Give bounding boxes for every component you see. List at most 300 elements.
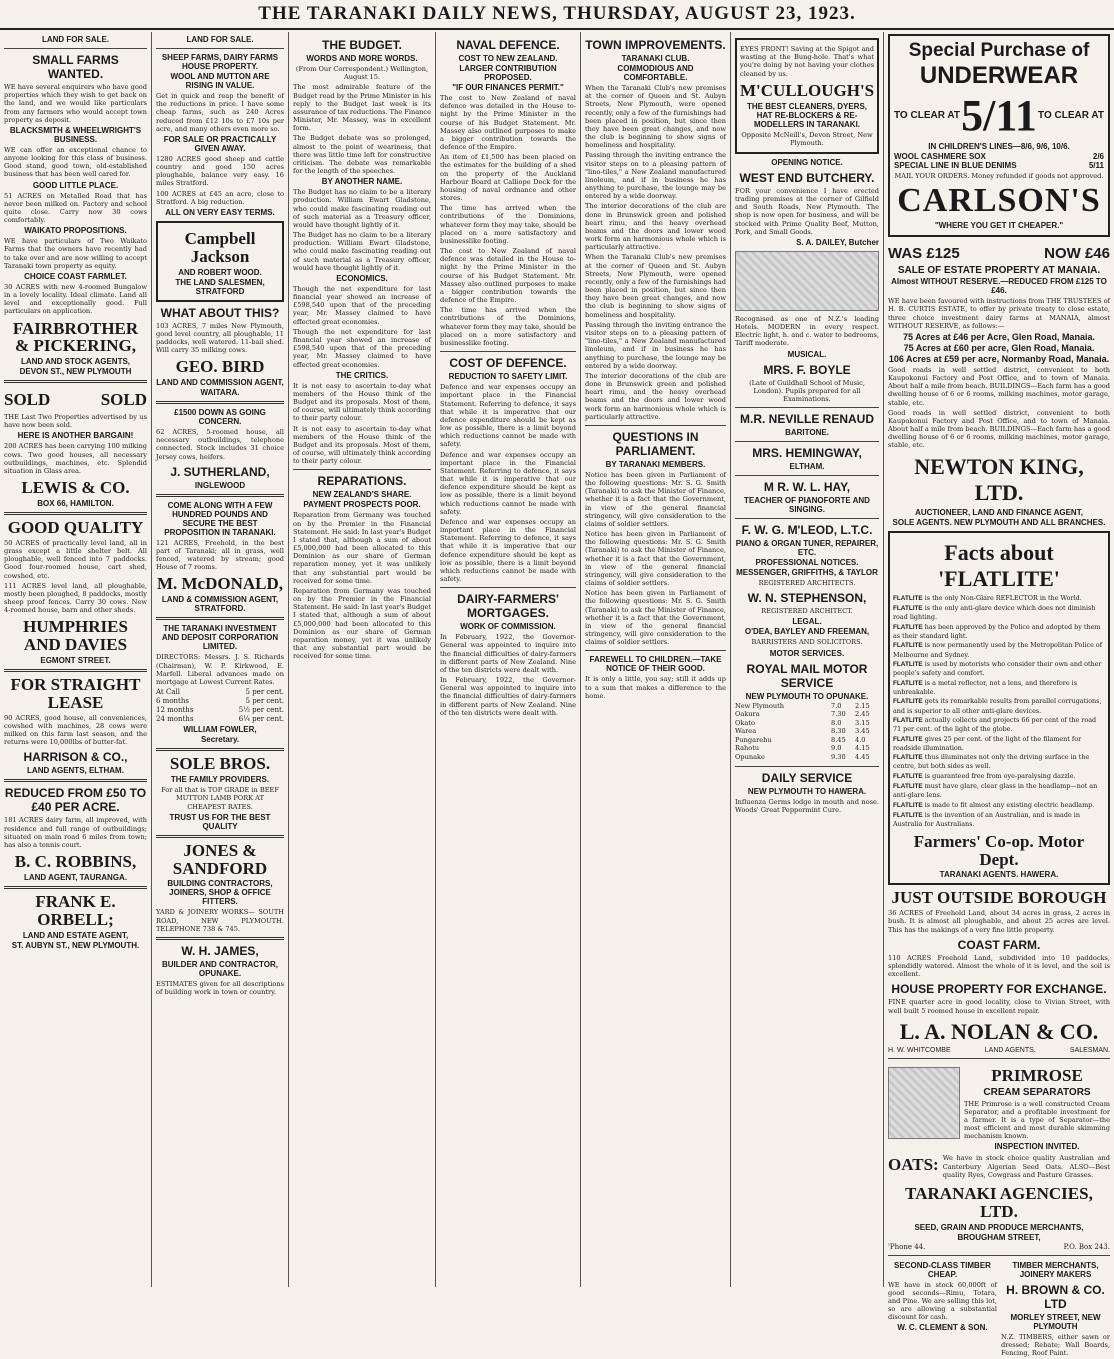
firm-subtitle: LAND AGENTS, ELTHAM. (27, 766, 124, 776)
hotel-illustration (735, 251, 879, 311)
divider (156, 617, 284, 620)
firm-name: WILLIAM FOWLER, (183, 725, 257, 735)
article-subheading: COMMODIOUS AND COMFORTABLE. (617, 64, 694, 82)
ad-heading: SHEEP FARMS, DAIRY FARMS HOUSE PROPERTY. (161, 53, 279, 71)
flatlite-word: FLATLITE (893, 679, 923, 687)
flatlite-fact (893, 735, 1105, 753)
divider (735, 441, 879, 442)
firm-subtitle: BUILDING CONTRACTORS, JOINERS, SHOP & OFFICE FITTERS. (167, 879, 273, 907)
section-label: MUSICAL. (787, 349, 827, 359)
timber-heading: SECOND-CLASS TIMBER CHEAP. (894, 1260, 991, 1279)
article-text: When the Taranaki Club's new premises at the corner of Queen and St. Aubyn Streets, New Plymouth, were opened recently, only a few of the furnishings had been placed in position, but since then they have been great changes, and now the club is beginning to show signs of homeliness and hospitality. (585, 253, 726, 319)
taranaki-address: BROUGHAM STREET, (957, 1232, 1041, 1242)
ad-text: 121 ACRES, Freehold, in the best part of Taranaki; all in grass, well fenced, watered by stream; good House of 7 rooms. (156, 538, 284, 572)
article-text: In February, 1922, the Governor-General was appointed to inquire into the financial difficulties of dairy-farmers in different parts of New Zealand. Nine of the ten districts were dealt with. (440, 676, 576, 717)
rate-value: 5½ per cent. (238, 706, 284, 715)
oats-label: OATS: (888, 1155, 939, 1175)
item-label: SPECIAL LINE IN BLUE DENIMS (894, 161, 1017, 170)
divider (4, 48, 147, 49)
firm-name: W. H. JAMES, (181, 943, 259, 958)
ad-text: Good roads in well settled district, convenient to both Kaupokonui Factory and Post Office, and to town of Manaia. About half a mile from beach. BUILDINGS—Each farm has a good dwelling house of 6 or 6 rooms, milking machines, motor garage, stable, etc. (888, 408, 1110, 450)
article-subheading: NEW ZEALAND'S SHARE. (312, 490, 412, 500)
taranaki-agencies: TARANAKI AGENCIES, LTD. (905, 1183, 1093, 1221)
divider (293, 469, 431, 470)
article-text: Defence and war expenses occupy an important place in the Financial Statement. Referring to defence, it says that while it is imperative that our defence expenditure should be kept as low as possible, there is a limit beyond which reductions cannot be made with safety. (440, 383, 576, 449)
timetable-time: 2.15 (855, 701, 870, 710)
timetable-time: 8.45 (831, 735, 846, 744)
contact-row (888, 1243, 1110, 1251)
firm-subtitle: THE FAMILY PROVIDERS. (170, 775, 270, 785)
ad-text: ALL ON VERY EASY TERMS. (165, 207, 275, 217)
rates-table (156, 688, 284, 724)
timetable-time: 8.30 (831, 727, 846, 736)
ad-text: FINE quarter acre in good locality, close to Vivian Street, with well built 5 roomed house in excellent repair. (888, 998, 1110, 1015)
divider (888, 1255, 1110, 1256)
firm-subtitle: (Late of Guildhall School of Music, London). Pupils prepared for all Examinations. (749, 378, 865, 403)
divider (585, 650, 726, 651)
firm-subtitle: TEACHER OF PIANOFORTE AND SINGING. (744, 496, 870, 515)
farm-line: 75 Acres at £46 per Acre, Glen Road, Manaia. (903, 331, 1095, 342)
timetable-time: 4.0 (855, 735, 866, 744)
timber-ads (888, 1260, 1110, 1359)
flatlite-fact (893, 660, 1105, 678)
flatlite-fact-text: is used by motorists who consider their own and other people's safety and comfort. (893, 659, 1102, 678)
was-price: WAS £125 (888, 245, 960, 263)
divider (735, 475, 879, 476)
ad-text: 103 ACRES, 7 miles New Plymouth, good level country, all ploughable, 11 paddocks, well watered. 11-bail shed. Will carry 35 milking cows. (156, 321, 284, 355)
flatlite-fact-text: gives 25 per cent. of the light of the filament for roadside illumination. (893, 734, 1082, 752)
timetable-row (735, 702, 879, 711)
column-4 (436, 32, 581, 1287)
firm-name: J. SUTHERLAND, (170, 464, 270, 479)
sold-left: SOLD (4, 390, 51, 410)
divider (735, 407, 879, 408)
column-2 (152, 32, 289, 1287)
ad-text: 30 ACRES with new 4-roomed Bungalow in a lovely locality. Ideal climate. Land all level and exceptionally good. Full particulars on application. (4, 282, 147, 316)
firm-name: M. McDONALD, (156, 574, 284, 594)
divider (585, 425, 726, 426)
ad-text: 181 ACRES dairy farm, all improved, with residence and full range of outbuildings; situated on main road 6 miles from town; has also a tennis court. (4, 816, 147, 849)
flatlite-fact (893, 679, 1105, 697)
timetable-time: 7.0 (831, 701, 842, 710)
now-price: NOW £46 (1044, 245, 1110, 263)
article-text: The cost to New Zealand of naval defence was detailed in the House to-night by the Prime Minister in the course of his Budget Statement. Mr. Massey also outlined purposes to make a bigger contribution towards the defence of the Empire. (440, 247, 576, 305)
firm-subtitle: LAND AND STOCK AGENTS, (20, 357, 131, 367)
firm-subtitle: LAND AND COMMISSION AGENT, (156, 378, 284, 388)
ad-heading: COAST FARM. (957, 937, 1041, 952)
firm-subtitle: ELTHAM. (789, 462, 825, 472)
mail-orders: MAIL YOUR ORDERS. Money refunded if goods not approved. (894, 172, 1104, 180)
ad-text: WE have in stock 60,000ft of good seconds—Rimu, Totara, and Pine. We are selling this lot, so are allowing a substantial discount for cash. (888, 1280, 997, 1322)
firm-name: MRS. HEMINGWAY, (752, 446, 862, 461)
ad-text: WE have been favoured with instructions from THE TRUSTEES of H. B. CURTIS ESTATE, to offer by private treaty to close estate, three choice investment dairy farms at MANAIA, almost WITHOUT RESERVE, as follows:— (888, 297, 1110, 330)
firm-name: B. C. ROBBINS, (14, 852, 137, 872)
timetable-time: 2.45 (855, 710, 870, 719)
carlsons-tagline: "WHERE YOU GET IT CHEAPER." (934, 221, 1064, 231)
divider (4, 886, 147, 889)
newton-king-name: NEWTON KING, LTD. (914, 453, 1084, 505)
flatlite-word: FLATLITE (893, 698, 923, 706)
ad-heading: HOUSE PROPERTY FOR EXCHANGE. (891, 982, 1107, 997)
firm-subtitle: LAND AGENT, TAURANGA. (23, 873, 128, 882)
article-subheading: BY ANOTHER NAME. (321, 177, 403, 187)
firm-name: ROYAL MAIL MOTOR SERVICE (746, 661, 868, 690)
firm-name: W. N. STEPHENSON, (747, 591, 867, 606)
ad-heading: HERE IS ANOTHER BARGAIN! (17, 431, 134, 441)
divider (156, 401, 284, 404)
divider (156, 937, 284, 940)
firm-name: HUMPHRIES AND DAVIES (23, 617, 128, 655)
article-text: The Budget has no claim to be a literary production. William Ewart Gladstone, who could make fascinating reading out of such material as a Treasury officer, would have thought lightly of it. (293, 188, 431, 229)
flatlite-word: FLATLITE (893, 604, 923, 612)
carlsons-logo: CARLSON'S (897, 182, 1101, 220)
flatlite-fact-text: is made to fit almost any existing electric headlamp. (924, 800, 1095, 809)
rate-value: 5 per cent. (245, 697, 284, 706)
underwear-title-top: Special Purchase of (908, 40, 1090, 61)
flatlite-fact (893, 716, 1105, 734)
farm-line: 75 Acres at £60 per acre, Glen Road, Manaia. (903, 342, 1095, 353)
article-text: Defence and war expenses occupy an important place in the Financial Statement. Referring to defence, it says that while it is imperative that our defence expenditure should be kept as low as possible, there is a limit beyond which reductions cannot be made with safety. (440, 450, 576, 516)
timber-left (888, 1260, 997, 1359)
ad-text: Recognised as one of N.Z.'s leading Hotels. MODERN in every respect. Electric light, h. and c. water to bedrooms, Tariff moderate. (735, 314, 879, 348)
article-text: The time has arrived when the contributions of the Dominions, whatever form they may take, should be placed on a more satisfactory and businesslike footing. (440, 204, 576, 245)
ad-heading: WHAT ABOUT THIS? (160, 305, 280, 320)
timetable-row (735, 710, 879, 719)
ad-heading: FOR STRAIGHT LEASE (10, 675, 141, 712)
article-subheading: BY TARANAKI MEMBERS. (605, 459, 706, 469)
nolan-right: SALESMAN. (1069, 1046, 1110, 1054)
ad-text: For all that is TOP GRADE in BEEF MUTTON LAMB PORK AT CHEAPEST RATES. (161, 786, 279, 811)
firm-address: THE LAND SALESMEN, STRATFORD (175, 277, 265, 296)
article-text: Notice has been given in Parliament of the following questions: Mr. S. G. Smith (Taranaki) to ask the Minister of Finance, whether it is a fact that the Government, in view of the general financial stringency, will give consideration to the claims of soldier settlers. (585, 589, 726, 647)
article-text: In February, 1922, the Governor-General was appointed to inquire into the financial difficulties of dairy-farmers in different parts of New Zealand. Nine of the ten districts were dealt with. (440, 633, 576, 674)
timetable-time: 4.15 (855, 744, 870, 753)
article-text: Reparation from Germany was touched on by the Premier in the Financial Statement. He said: In last year's Budget I stated that, although a sum of about £5,000,000 had been allocated to this Dominion as our share of German reparation money, yet it was unlikely that any substantial part would be received for some time. (293, 511, 431, 585)
flatlite-word: FLATLITE (893, 812, 923, 820)
divider (4, 779, 147, 782)
ad-text: WE have several enquirers who have good properties which they wish to get back on the land, and we would like particulars from any farmers who would accept town property as deposit. (4, 83, 147, 124)
article-text: The most admirable feature of the Budget read by the Prime Minister in his reply to the Budget last week is its assurance of tax reductions. The Finance Minister, Mr. Massey, was in excellent form. (293, 83, 431, 133)
rate-row (156, 688, 284, 697)
firm-name: M.R. NEVILLE RENAUD (739, 412, 874, 427)
divider (156, 494, 284, 497)
timetable-time: 9.0 (831, 744, 842, 753)
underwear-children-line: IN CHILDREN'S LINES—8/6, 9/6, 10/6. (928, 142, 1070, 151)
ad-heading: SMALL FARMS WANTED. (32, 53, 119, 81)
flatlite-title: Facts about 'FLATLITE' (938, 539, 1060, 591)
rate-value: 6¼ per cent. (238, 715, 284, 724)
ad-text: WE can offer an exceptional chance to anyone looking for this class of business. Good stand, good town, old-established business that has been well cared for. (4, 145, 147, 179)
article-text: The Budget has no claim to be a literary production. William Ewart Gladstone, who could make fascinating reading out of such material as a Treasury officer, would have thought lightly of it. (293, 231, 431, 272)
ad-text: 90 ACRES, good house, all conveniences, cowshed with machines, 28 cows were milked on this farm last season, and the returns were 10,000lbs of butter-fat. (4, 713, 147, 747)
firm-subtitle: LAND & COMMISSION AGENT, STRATFORD. (161, 595, 279, 614)
timetable-time: 3.45 (855, 727, 870, 736)
article-subheading: WORK OF COMMISSION. (460, 622, 556, 632)
firm-name: DAILY SERVICE (761, 770, 853, 785)
article-heading: NAVAL DEFENCE. (456, 38, 560, 52)
article-heading: QUESTIONS IN PARLIAMENT. (612, 429, 699, 458)
ad-heading: CHOICE COAST FARMLET. (24, 271, 127, 281)
firm-name: HARRISON & CO., (23, 750, 128, 765)
rate-term: At Call (156, 688, 180, 697)
firm-subtitle: BARITONE. (785, 428, 829, 438)
divider (4, 512, 147, 515)
ad-text: THE Last Two Properties advertised by us have now been sold. (4, 413, 147, 430)
timetable-place: Rahotu (735, 744, 760, 753)
item-price: 5/11 (1088, 161, 1104, 170)
rate-value: 5 per cent. (245, 688, 284, 697)
ad-text: 62 ACRES, 5-roomed house, all necessary outbuildings, telephone connected. Stock includes 31 choice Jersey cows, heifers. (156, 428, 284, 461)
flatlite-fact (893, 801, 1105, 810)
flatlite-list (893, 594, 1105, 829)
flatlite-fact (893, 623, 1105, 641)
flatlite-word: FLATLITE (893, 716, 923, 724)
divider (156, 48, 284, 49)
firm-subtitle: NEW PLYMOUTH TO HAWERA. (747, 786, 867, 796)
underwear-price: 5/11 (961, 91, 1037, 140)
ad-text: EYES FRONT! Saving at the Spigot and wasting at the Bung-hole. That's what you're doing by not having your clothes cleaned by us. (740, 45, 874, 78)
po-box: P.O. Box 243. (1063, 1242, 1110, 1251)
firm-name: SOLE BROS. (169, 754, 271, 774)
ad-heading: THE TARANAKI INVESTMENT AND DEPOSIT CORPORATION LIMITED. (161, 624, 279, 652)
firm-name: MRS. F. BOYLE (763, 362, 851, 377)
was-now-row (888, 241, 1110, 264)
firm-name: FAIRBROTHER & PICKERING, (12, 318, 139, 356)
timetable-place: New Plymouth (735, 701, 785, 710)
article-heading: COST OF DEFENCE. (449, 356, 567, 371)
firm-address: ST. AUBYN ST., NEW PLYMOUTH. (11, 940, 140, 950)
article-text: The cost to New Zealand of naval defence was detailed in the House to-night by the Prime Minister in the course of his Budget Statement. Mr. Massey also outlined purposes to make a bigger contribution towards the defence of the Empire. (440, 94, 576, 152)
primrose-ad (888, 1063, 1110, 1153)
firm-subtitle: LAND AND ESTATE AGENT, (22, 930, 129, 940)
timetable-row (735, 744, 879, 753)
timetable-place: Opunake (735, 753, 765, 761)
underwear-title: UNDERWEAR (919, 62, 1079, 89)
brown-name: H. BROWN & CO. LTD (1006, 1282, 1105, 1311)
flatlite-word: FLATLITE (893, 772, 923, 780)
timetable-time: 8.0 (831, 718, 842, 727)
flatlite-fact (893, 772, 1105, 781)
flatlite-word: FLATLITE (893, 642, 923, 650)
ad-text: 111 ACRES level land, all ploughable, mostly been ploughed, 8 paddocks, mostly sheep proof fences. Carry 30 cows. New 4-roomed house, barn and other sheds. (4, 581, 147, 615)
article-heading: THE BUDGET. (321, 38, 402, 52)
oats-row (888, 1152, 1110, 1181)
article-subheading: THE CRITICS. (335, 370, 389, 380)
timetable-row (735, 727, 879, 736)
flatlite-fact-text: is guaranteed free from eye-paralysing dazzle. (924, 771, 1076, 780)
ad-heading: GOOD QUALITY (7, 518, 144, 538)
divider (735, 518, 879, 519)
item-price: 2/6 (1092, 152, 1104, 161)
firm-address: WAITARA. (200, 388, 240, 398)
flatlite-word: FLATLITE (893, 754, 923, 762)
article-text: Notice has been given in Parliament of the following questions: Mr. S. G. Smith (Taranaki) to ask the Minister of Finance, whether it is a fact that the Government, in view of the general financial stringency, will give consideration to the claims of soldier settlers. (585, 470, 726, 528)
timetable-place: Warea (735, 727, 757, 736)
article-text: The Budget debate was so prolonged, almost to the point of weariness, that there was little time left for constructive criticism. The debate was remarkable for the length of the speeches. (293, 134, 431, 176)
firm-name: MESSENGER, GRIFFITHS, & TAYLOR (736, 568, 878, 578)
flatlite-word: FLATLITE (893, 594, 923, 602)
flatlite-fact-text: is the only Non-Glare REFLECTOR in the World. (924, 593, 1082, 602)
firm-name: M R. W. L. HAY, (763, 480, 851, 495)
divider (440, 351, 576, 352)
taranaki-subtitle: SEED, GRAIN AND PRODUCE MERCHANTS, (914, 1222, 1084, 1232)
article-subheading: WORDS AND MORE WORDS. (306, 54, 418, 63)
flatlite-fact-text: is now permanently used by the Metropolitan Police of Melbourne and Sydney. (893, 641, 1103, 659)
nolan-row (888, 1047, 1110, 1054)
article-subheading: FAREWELL TO CHILDREN.—TAKE NOTICE OF THEIR GOOD. (589, 655, 722, 674)
flatlite-fact-text: gets its remarkable results from parallel corrugations, and is superior to all other anti-glare devices. (893, 697, 1102, 715)
ad-box (156, 221, 284, 302)
ad-heading: WAIKATO PROPOSITIONS. (24, 226, 127, 236)
flatlite-fact (893, 782, 1105, 800)
flatlite-ad (888, 531, 1110, 886)
sold-banner (4, 387, 147, 411)
rate-row (156, 697, 284, 706)
rate-term: 6 months (156, 697, 189, 706)
article-heading: REPARATIONS. (317, 474, 407, 489)
phone: 'Phone 44. (888, 1242, 926, 1251)
article-subheading: ECONOMICS. (336, 273, 388, 283)
brown-subtitle: MORLEY STREET, NEW PLYMOUTH (1010, 1312, 1101, 1331)
flatlite-fact-text: actually collects and projects 66 per cent of the road 71 per cent. of the light of the globe. (893, 715, 1097, 734)
ad-heading: WOOL AND MUTTON ARE RISING IN VALUE. (170, 72, 270, 90)
ad-heading: REDUCED FROM £50 TO £40 PER ACRE. (4, 786, 147, 815)
section-label: PROFESSIONAL NOTICES. (755, 558, 859, 568)
underwear-price-row (894, 90, 1104, 141)
flatlite-fact (893, 753, 1105, 771)
article-subheading: "IF OUR FINANCES PERMIT." (452, 83, 564, 92)
ad-text: 100 ACRES at £45 an acre, close to Stratford. A big reduction. (156, 189, 284, 206)
firm-subtitle: BUILDER AND CONTRACTOR, OPUNAKE. (162, 959, 278, 978)
farmers-coop-sub: TARANAKI AGENTS. HAWERA. (939, 870, 1059, 880)
nolan-left: H. W. WHITCOMBE (888, 1046, 951, 1054)
to-clear-left: TO CLEAR AT (894, 110, 960, 121)
rate-term: 12 months (156, 706, 194, 715)
article-subheading: PAYMENT PROSPECTS POOR. (303, 500, 421, 510)
article-text: The interior decorations of the club are done in Brunswick green and polished heart rimu, and the heavy overhead beams and the doors and lower wood work form an harmonious whole which is particularly attractive. (585, 202, 726, 252)
firm-subtitle: BOX 66, HAMILTON. (37, 499, 114, 509)
primrose-subtitle: CREAM SEPARATORS (983, 1086, 1091, 1098)
rate-row (156, 706, 284, 715)
flatlite-word: FLATLITE (893, 801, 923, 809)
article-subheading: COST TO NEW ZEALAND. (458, 54, 558, 63)
timetable-row (735, 719, 879, 728)
column-3 (289, 32, 436, 1287)
section-label: MOTOR SERVICES. (769, 648, 845, 658)
timetable-place: Okato (735, 718, 755, 727)
farmers-coop: Farmers' Co-op. Motor Dept. (913, 831, 1085, 869)
ad-text: YARD & JOINERY WORKS— SOUTH ROAD, NEW PLYMOUTH. TELEPHONE 738 & 745. (156, 908, 284, 933)
article-text: The time has arrived when the contributions of the Dominions, whatever form they may take, should be placed on a more satisfactory and businesslike footing. (440, 306, 576, 347)
ad-heading: £1500 DOWN AS GOING CONCERN. (174, 408, 266, 427)
flatlite-fact (893, 697, 1105, 715)
masthead: THE TARANAKI DAILY NEWS, THURSDAY, AUGUST 23, 1923. (0, 0, 1114, 30)
to-clear-right: TO CLEAR AT (1038, 110, 1104, 121)
divider (440, 587, 576, 588)
firm-subtitle: EGMONT STREET. (40, 656, 111, 666)
firm-subtitle: REGISTERED ARCHITECTS. (758, 579, 856, 588)
ad-text: Get in quick and reap the benefit of the reductions in price. I have some cheap farms, such as 240 Acres reduced from £12 10s to £7 10s per acre, and many others even more so. (156, 92, 284, 133)
ad-text: 110 ACRES Freehold Land, subdivided into 10 paddocks, splendidly watered. Almost the whole of it is level, and the soil is excellent. (888, 953, 1110, 979)
price-line (894, 161, 1104, 170)
flatlite-fact-text: has been approved by the Police and adopted by them as their standard light. (893, 622, 1101, 640)
firm-subtitle: AND ROBERT WOOD. (178, 267, 262, 277)
flatlite-fact-text: is the only anti-glare device which does not diminish road lighting. (893, 603, 1096, 622)
article-text: Notice has been given in Parliament of the following questions: Mr. S. G. Smith (Taranaki) to ask the Minister of Finance, whether it is a fact that the Government, in view of the general financial stringency, will give consideration to the claims of soldier settlers. (585, 530, 726, 588)
timetable-place: Pungarehu (735, 735, 772, 744)
flatlite-word: FLATLITE (893, 735, 923, 743)
ad-heading: WEST END BUTCHERY. (739, 170, 875, 185)
clement-name: W. C. CLEMENT & SON. (897, 1323, 988, 1333)
ad-heading: COME ALONG WITH A FEW HUNDRED POUNDS AND SECURE THE BEST PROPOSITION IN TARANAKI. (164, 500, 276, 537)
ad-text: 50 ACRES of practically level land, all in grass except a little shelter belt. All ploughable, well fenced into 7 paddocks. Good four-roomed house, cart shed, cowshed, etc. (4, 538, 147, 580)
flatlite-fact-text: thus illuminates not only the driving surface in the centre, but both sides as well. (893, 753, 1090, 771)
timber-right (1001, 1260, 1110, 1359)
flatlite-fact-text: must have glare, clear glass in the headlamp—not an anti-glare lens. (893, 782, 1098, 800)
flatlite-word: FLATLITE (893, 660, 923, 668)
article-text: It is not easy to ascertain to-day what members of the House think of the Budget and its proposals. Most of them, of course, will ultimately think according to their party colour. (293, 381, 431, 423)
ad-text: 51 ACRES on Metalled Road that has never been milked on. Factory and school quite close. Carry now 30 cows comfortably. (4, 191, 147, 225)
firm-name: M'CULLOUGH'S (740, 80, 875, 100)
timetable-time: 3.15 (855, 718, 870, 727)
ad-text: FOR your convenience I have erected trading premises at the corner of Gilfield and South Roads, New Plymouth. The shop is now open for business, and will be stocked with Prime Quality Beef, Mutton, Pork, and Small Goods. (735, 186, 879, 236)
firm-name: FRANK E. ORBELL; (35, 892, 116, 929)
flatlite-word: FLATLITE (893, 783, 923, 791)
ad-text: THE Primrose is a well constructed Cream Separator, and a profitable investment for a farmer. It is a type of Separator—the most efficient and most durable skimming mechanism known. (964, 1099, 1110, 1141)
article-text: It is only a little, you say; still it adds up to a sum that makes a difference to the home. (585, 675, 726, 700)
ad-text: ESTIMATES given for all descriptions of building work in town or country. (156, 979, 284, 997)
section-label: LAND FOR SALE. (41, 35, 110, 44)
firm-address: DEVON ST., NEW PLYMOUTH (19, 367, 132, 377)
firm-subtitle: THE BEST CLEANERS, DYERS, HAT RE-BLOCKERS & RE-MODELLERS IN TARANAKI. (746, 101, 867, 129)
newton-king-agents: SOLE AGENTS. NEW PLYMOUTH AND ALL BRANCHES. (892, 517, 1106, 527)
firm-subtitle: INGLEWOOD (194, 480, 246, 490)
flatlite-fact-text: is a metal reflector, not a lens, and therefore is unbreakable. (893, 678, 1077, 696)
firm-subtitle: Secretary. (200, 735, 240, 745)
newton-king-subtitle: AUCTIONEER, LAND AND FINANCE AGENT, (915, 507, 1083, 517)
section-label: LAND FOR SALE. (186, 35, 254, 44)
item-label: WOOL CASHMERE SOX (894, 152, 986, 161)
article-subheading: LARGER CONTRIBUTION PROPOSED. (459, 64, 557, 82)
article-text: Though the net expenditure for last financial year showed an increase of £598,540 upon that of the preceding year, Mr. Massey claimed to have effected great economies. (293, 327, 431, 369)
article-text: It is not easy to ascertain to-day what members of the House think of the Budget and its proposals. Most of them, of course, will ultimately think according to their party colour. (293, 424, 431, 466)
timetable (735, 702, 879, 762)
primrose-title: PRIMROSE (991, 1065, 1083, 1085)
firm-subtitle: NEW PLYMOUTH TO OPUNAKE. (745, 691, 869, 701)
rate-term: 24 months (156, 715, 194, 724)
divider (888, 1058, 1110, 1059)
primrose-text (964, 1063, 1110, 1153)
firm-name: LEWIS & CO. (21, 478, 130, 498)
firm-subtitle: PIANO & ORGAN TUNER, REPAIRER, ETC. (735, 539, 879, 558)
flatlite-fact (893, 594, 1105, 603)
divider (4, 669, 147, 672)
ad-text: 1280 ACRES good sheep and cattle country and good 150 acres ploughable, balance very easy. 16 miles Stratford. (156, 154, 284, 188)
timetable-time: 4.45 (855, 753, 870, 761)
timetable-place: Oakura (735, 710, 760, 719)
underwear-ad (888, 34, 1110, 237)
article-text: Passing through the inviting entrance the visitor steps on to a pleasing pattern of "lino-tiles," a New Zealand manufactured linoleum, and if in business he has anything to purchase, the lounge may be entered by a wide doorway. (585, 320, 726, 370)
flatlite-word: FLATLITE (893, 623, 923, 631)
article-text: Reparation from Germany was touched on by the Premier in the Financial Statement. He said: In last year's Budget I stated that, although a sum of about £5,000,000 had been allocated to this Dominion as our share of German reparation money, yet it was unlikely that any substantial part would be received for some time. (293, 586, 431, 661)
column-6 (731, 32, 884, 1287)
divider (4, 380, 147, 383)
section-label: LEGAL. (792, 617, 822, 627)
ad-signature: S. A. DAILEY, Butcher (796, 237, 879, 247)
ad-label: OPENING NOTICE. (771, 157, 843, 167)
firm-address: Opposite McNeill's, Devon Street, New Plymouth. (741, 130, 873, 147)
firm-name: F. W. G. M'LEOD, L.T.C. (741, 523, 873, 538)
